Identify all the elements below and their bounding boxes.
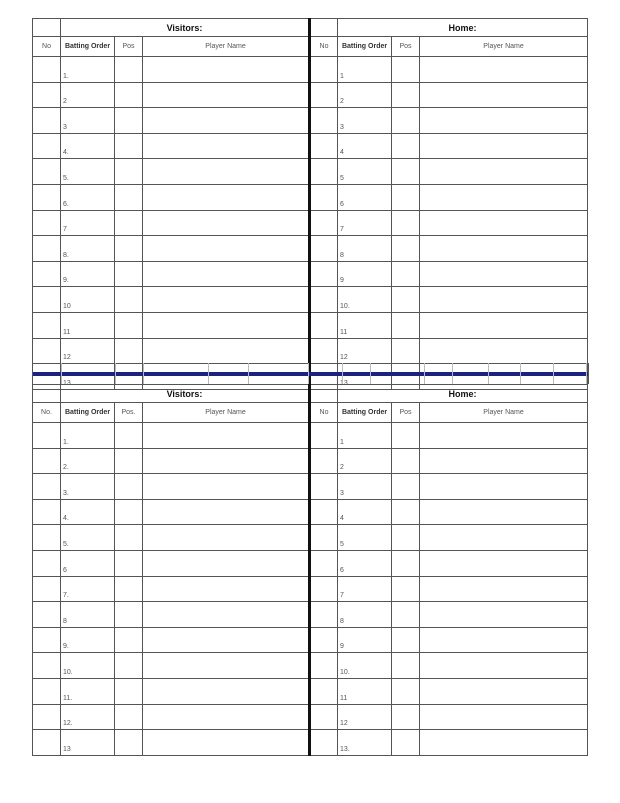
table-row: [33, 448, 588, 474]
no-cell[interactable]: [33, 108, 61, 134]
band-gridline: [452, 363, 453, 384]
pos-cell[interactable]: [392, 730, 420, 756]
batting-order-cell: 11: [338, 312, 392, 338]
batting-order-cell: 9: [338, 261, 392, 287]
pos-cell[interactable]: [115, 57, 143, 83]
player-name-cell[interactable]: [143, 287, 310, 313]
no-cell[interactable]: [310, 261, 338, 287]
batting-order-cell: 2: [338, 82, 392, 108]
no-cell[interactable]: [310, 730, 338, 756]
table-row: [33, 236, 588, 262]
pos-cell[interactable]: [115, 730, 143, 756]
table-row: [33, 653, 588, 679]
table-row: [33, 312, 588, 338]
player-name-cell[interactable]: [420, 576, 588, 602]
section-divider: [32, 363, 589, 384]
pos-cell[interactable]: [392, 474, 420, 500]
batting-order-cell: 10: [61, 287, 115, 313]
pos-cell[interactable]: [392, 338, 420, 364]
no-cell[interactable]: [310, 57, 338, 83]
pos-cell[interactable]: [115, 602, 143, 628]
pos-cell[interactable]: [392, 678, 420, 704]
pos-cell[interactable]: [115, 576, 143, 602]
pos-cell[interactable]: [392, 108, 420, 134]
pos-cell[interactable]: [115, 236, 143, 262]
no-cell[interactable]: [33, 159, 61, 185]
pos-cell[interactable]: [115, 338, 143, 364]
pos-cell[interactable]: [392, 602, 420, 628]
no-cell[interactable]: [33, 525, 61, 551]
player-name-cell[interactable]: [143, 576, 310, 602]
pos-cell[interactable]: [392, 184, 420, 210]
header-pos: Pos.: [115, 403, 143, 423]
pos-cell[interactable]: [115, 474, 143, 500]
table-row: [33, 576, 588, 602]
pos-cell[interactable]: [115, 448, 143, 474]
batting-order-cell: 12: [338, 704, 392, 730]
pos-cell[interactable]: [392, 82, 420, 108]
header-player-name: Player Name: [420, 37, 588, 57]
no-cell[interactable]: [33, 704, 61, 730]
player-name-cell[interactable]: [420, 730, 588, 756]
player-name-cell[interactable]: [143, 602, 310, 628]
visitors-title: Visitors:: [61, 385, 310, 403]
no-cell[interactable]: [33, 236, 61, 262]
player-name-cell[interactable]: [143, 312, 310, 338]
pos-cell[interactable]: [115, 499, 143, 525]
player-name-cell[interactable]: [420, 184, 588, 210]
batting-order-cell: 5: [338, 159, 392, 185]
table-row: [33, 704, 588, 730]
player-name-cell[interactable]: [143, 184, 310, 210]
pos-cell[interactable]: [115, 159, 143, 185]
table-row: [33, 82, 588, 108]
table-row: [33, 602, 588, 628]
player-name-cell[interactable]: [143, 82, 310, 108]
home-title: Home:: [338, 385, 588, 403]
player-name-cell[interactable]: [420, 525, 588, 551]
batting-order-cell: 13.: [61, 364, 115, 390]
table-row: [33, 159, 588, 185]
batting-order-cell: 3: [338, 474, 392, 500]
pos-cell[interactable]: [392, 576, 420, 602]
batting-order-cell: 1.: [61, 423, 115, 449]
player-name-cell[interactable]: [420, 474, 588, 500]
no-cell[interactable]: [310, 627, 338, 653]
batting-order-cell: 9.: [61, 627, 115, 653]
batting-order-cell: 11: [338, 678, 392, 704]
table-row: [33, 423, 588, 449]
band-gridline: [115, 363, 116, 384]
no-cell[interactable]: [33, 338, 61, 364]
pos-cell[interactable]: [392, 653, 420, 679]
batting-order-cell: 12.: [61, 704, 115, 730]
no-cell[interactable]: [33, 627, 61, 653]
no-cell[interactable]: [310, 312, 338, 338]
table-row: [33, 627, 588, 653]
table-row: [33, 133, 588, 159]
batting-order-cell: 11: [61, 312, 115, 338]
batting-order-cell: 13: [61, 730, 115, 756]
player-name-cell[interactable]: [420, 448, 588, 474]
no-cell[interactable]: [310, 338, 338, 364]
batting-order-cell: 5.: [61, 159, 115, 185]
player-name-cell[interactable]: [420, 57, 588, 83]
header-player-name: Player Name: [420, 403, 588, 423]
player-name-cell[interactable]: [420, 108, 588, 134]
band-gridline: [424, 363, 425, 384]
player-name-cell[interactable]: [143, 210, 310, 236]
pos-cell[interactable]: [115, 312, 143, 338]
no-cell[interactable]: [33, 261, 61, 287]
batting-order-cell: 1: [338, 57, 392, 83]
visitors-title: Visitors:: [61, 19, 310, 37]
batting-order-cell: 13.: [338, 730, 392, 756]
no-cell[interactable]: [33, 312, 61, 338]
no-cell[interactable]: [310, 210, 338, 236]
player-name-cell[interactable]: [420, 159, 588, 185]
header-batting-order: Batting Order: [338, 37, 392, 57]
no-cell[interactable]: [33, 602, 61, 628]
player-name-cell[interactable]: [143, 678, 310, 704]
batting-order-cell: 8: [61, 602, 115, 628]
batting-order-cell: 7: [61, 210, 115, 236]
no-cell[interactable]: [33, 423, 61, 449]
lineup-section-top: [32, 18, 587, 390]
table-row: [33, 338, 588, 364]
batting-order-cell: 7: [338, 210, 392, 236]
no-cell[interactable]: [33, 678, 61, 704]
no-cell[interactable]: [310, 525, 338, 551]
pos-cell[interactable]: [115, 108, 143, 134]
no-cell[interactable]: [33, 184, 61, 210]
batting-order-cell: 4: [338, 499, 392, 525]
no-cell[interactable]: [310, 550, 338, 576]
no-cell[interactable]: [33, 499, 61, 525]
no-cell[interactable]: [33, 57, 61, 83]
pos-cell[interactable]: [115, 653, 143, 679]
header-pos: Pos: [392, 403, 420, 423]
player-name-cell[interactable]: [420, 602, 588, 628]
band-gridline: [342, 363, 343, 384]
player-name-cell[interactable]: [420, 550, 588, 576]
batting-order-cell: 4.: [61, 133, 115, 159]
no-cell[interactable]: [33, 653, 61, 679]
batting-order-cell: 4.: [61, 499, 115, 525]
no-cell[interactable]: [310, 576, 338, 602]
pos-cell[interactable]: [115, 261, 143, 287]
player-name-cell[interactable]: [420, 312, 588, 338]
no-cell[interactable]: [310, 82, 338, 108]
player-name-cell[interactable]: [420, 423, 588, 449]
table-row: [33, 550, 588, 576]
batting-order-cell: 12: [338, 338, 392, 364]
blue-divider-line: [33, 372, 588, 376]
batting-order-cell: 10.: [338, 653, 392, 679]
batting-order-cell: 7.: [61, 576, 115, 602]
player-name-cell[interactable]: [143, 261, 310, 287]
no-cell[interactable]: [310, 423, 338, 449]
home-title: Home:: [338, 19, 588, 37]
player-name-cell[interactable]: [143, 627, 310, 653]
pos-cell[interactable]: [115, 210, 143, 236]
batting-order-cell: 8: [338, 602, 392, 628]
player-name-cell[interactable]: [420, 653, 588, 679]
batting-order-cell: 4: [338, 133, 392, 159]
no-cell[interactable]: [33, 133, 61, 159]
player-name-cell[interactable]: [420, 236, 588, 262]
player-name-cell[interactable]: [143, 730, 310, 756]
pos-cell[interactable]: [392, 236, 420, 262]
pos-cell[interactable]: [392, 159, 420, 185]
batting-order-cell: 1.: [61, 57, 115, 83]
table-row: [33, 210, 588, 236]
header-no: No.: [33, 403, 61, 423]
no-cell[interactable]: [310, 474, 338, 500]
table-row: [33, 287, 588, 313]
table-row: [33, 57, 588, 83]
band-gridline: [208, 363, 209, 384]
player-name-cell[interactable]: [143, 525, 310, 551]
pos-cell[interactable]: [115, 550, 143, 576]
no-cell[interactable]: [33, 287, 61, 313]
table-row: [33, 730, 588, 756]
pos-cell[interactable]: [392, 261, 420, 287]
pos-cell[interactable]: [115, 133, 143, 159]
player-name-cell[interactable]: [420, 82, 588, 108]
player-name-cell[interactable]: [143, 448, 310, 474]
no-cell[interactable]: [33, 448, 61, 474]
no-cell[interactable]: [33, 210, 61, 236]
no-cell[interactable]: [33, 730, 61, 756]
table-row: [33, 184, 588, 210]
pos-cell[interactable]: [392, 525, 420, 551]
header-batting-order: Batting Order: [61, 37, 115, 57]
batting-order-cell: 2.: [61, 448, 115, 474]
band-gridline: [248, 363, 249, 384]
no-cell[interactable]: [33, 82, 61, 108]
header-player-name: Player Name: [143, 37, 310, 57]
band-gridline: [61, 363, 62, 384]
player-name-cell[interactable]: [143, 474, 310, 500]
no-cell[interactable]: [310, 184, 338, 210]
pos-cell[interactable]: [392, 704, 420, 730]
header-pos: Pos: [115, 37, 143, 57]
no-cell[interactable]: [310, 448, 338, 474]
header-no: No: [33, 37, 61, 57]
pos-cell[interactable]: [392, 448, 420, 474]
player-name-cell[interactable]: [420, 338, 588, 364]
no-cell[interactable]: [310, 108, 338, 134]
batting-order-cell: 6: [338, 184, 392, 210]
batting-order-cell: 12: [61, 338, 115, 364]
pos-cell[interactable]: [115, 287, 143, 313]
batting-order-cell: 8.: [61, 236, 115, 262]
player-name-cell[interactable]: [420, 210, 588, 236]
batting-order-cell: 7: [338, 576, 392, 602]
pos-cell[interactable]: [392, 550, 420, 576]
pos-cell[interactable]: [115, 184, 143, 210]
no-cell[interactable]: [33, 550, 61, 576]
player-name-cell[interactable]: [143, 653, 310, 679]
pos-cell[interactable]: [115, 704, 143, 730]
player-name-cell[interactable]: [420, 704, 588, 730]
pos-cell[interactable]: [115, 82, 143, 108]
no-cell[interactable]: [310, 704, 338, 730]
table-row: [33, 499, 588, 525]
band-gridline: [143, 363, 144, 384]
player-name-cell[interactable]: [143, 499, 310, 525]
table-row: [33, 261, 588, 287]
player-name-cell[interactable]: [143, 338, 310, 364]
band-gridline: [370, 363, 371, 384]
player-name-cell[interactable]: [143, 704, 310, 730]
no-cell[interactable]: [33, 576, 61, 602]
batting-order-cell: 10.: [61, 653, 115, 679]
table-row: [33, 678, 588, 704]
pos-cell[interactable]: [392, 627, 420, 653]
player-name-cell[interactable]: [143, 423, 310, 449]
pos-cell[interactable]: [115, 525, 143, 551]
batting-order-cell: 3.: [61, 474, 115, 500]
band-gridline: [586, 363, 587, 384]
no-cell[interactable]: [33, 474, 61, 500]
header-player-name: Player Name: [143, 403, 310, 423]
pos-cell[interactable]: [115, 423, 143, 449]
no-cell[interactable]: [310, 499, 338, 525]
player-name-cell[interactable]: [143, 57, 310, 83]
pos-cell[interactable]: [392, 287, 420, 313]
band-gridline: [520, 363, 521, 384]
batting-order-cell: 3: [61, 108, 115, 134]
header-batting-order: Batting Order: [61, 403, 115, 423]
batting-order-cell: 10.: [338, 287, 392, 313]
player-name-cell[interactable]: [143, 236, 310, 262]
player-name-cell[interactable]: [143, 159, 310, 185]
no-cell[interactable]: [310, 678, 338, 704]
player-name-cell[interactable]: [143, 133, 310, 159]
batting-order-cell: 6.: [61, 184, 115, 210]
no-cell[interactable]: [310, 236, 338, 262]
no-cell[interactable]: [310, 159, 338, 185]
batting-order-cell: 9.: [61, 261, 115, 287]
batting-order-cell: 1: [338, 423, 392, 449]
player-name-cell[interactable]: [420, 627, 588, 653]
batting-order-cell: 11.: [61, 678, 115, 704]
table-row: [33, 474, 588, 500]
batting-order-cell: 6: [61, 550, 115, 576]
table-row: [33, 525, 588, 551]
pos-cell[interactable]: [392, 423, 420, 449]
batting-order-cell: 9: [338, 627, 392, 653]
band-gridline: [308, 363, 309, 384]
band-gridline: [553, 363, 554, 384]
player-name-cell[interactable]: [420, 261, 588, 287]
no-cell[interactable]: [310, 602, 338, 628]
batting-order-cell: 3: [338, 108, 392, 134]
lineup-section-bottom: [32, 384, 587, 756]
pos-cell[interactable]: [392, 499, 420, 525]
batting-order-cell: 5.: [61, 525, 115, 551]
batting-order-cell: 5: [338, 525, 392, 551]
band-gridline: [488, 363, 489, 384]
header-pos: Pos: [392, 37, 420, 57]
player-name-cell[interactable]: [143, 550, 310, 576]
player-name-cell[interactable]: [143, 108, 310, 134]
no-cell[interactable]: [310, 653, 338, 679]
pos-cell[interactable]: [392, 57, 420, 83]
pos-cell[interactable]: [392, 133, 420, 159]
pos-cell[interactable]: [392, 312, 420, 338]
no-cell[interactable]: [310, 287, 338, 313]
batting-order-cell: 8: [338, 236, 392, 262]
player-name-cell[interactable]: [420, 499, 588, 525]
pos-cell[interactable]: [115, 678, 143, 704]
player-name-cell[interactable]: [420, 133, 588, 159]
player-name-cell[interactable]: [420, 678, 588, 704]
header-no: No: [310, 403, 338, 423]
no-cell[interactable]: [310, 133, 338, 159]
pos-cell[interactable]: [392, 210, 420, 236]
batting-order-cell: 13.: [338, 364, 392, 390]
pos-cell[interactable]: [115, 627, 143, 653]
batting-order-cell: 2: [338, 448, 392, 474]
table-row: [33, 108, 588, 134]
batting-order-cell: 6: [338, 550, 392, 576]
header-batting-order: Batting Order: [338, 403, 392, 423]
header-no: No: [310, 37, 338, 57]
player-name-cell[interactable]: [420, 287, 588, 313]
batting-order-cell: 2: [61, 82, 115, 108]
